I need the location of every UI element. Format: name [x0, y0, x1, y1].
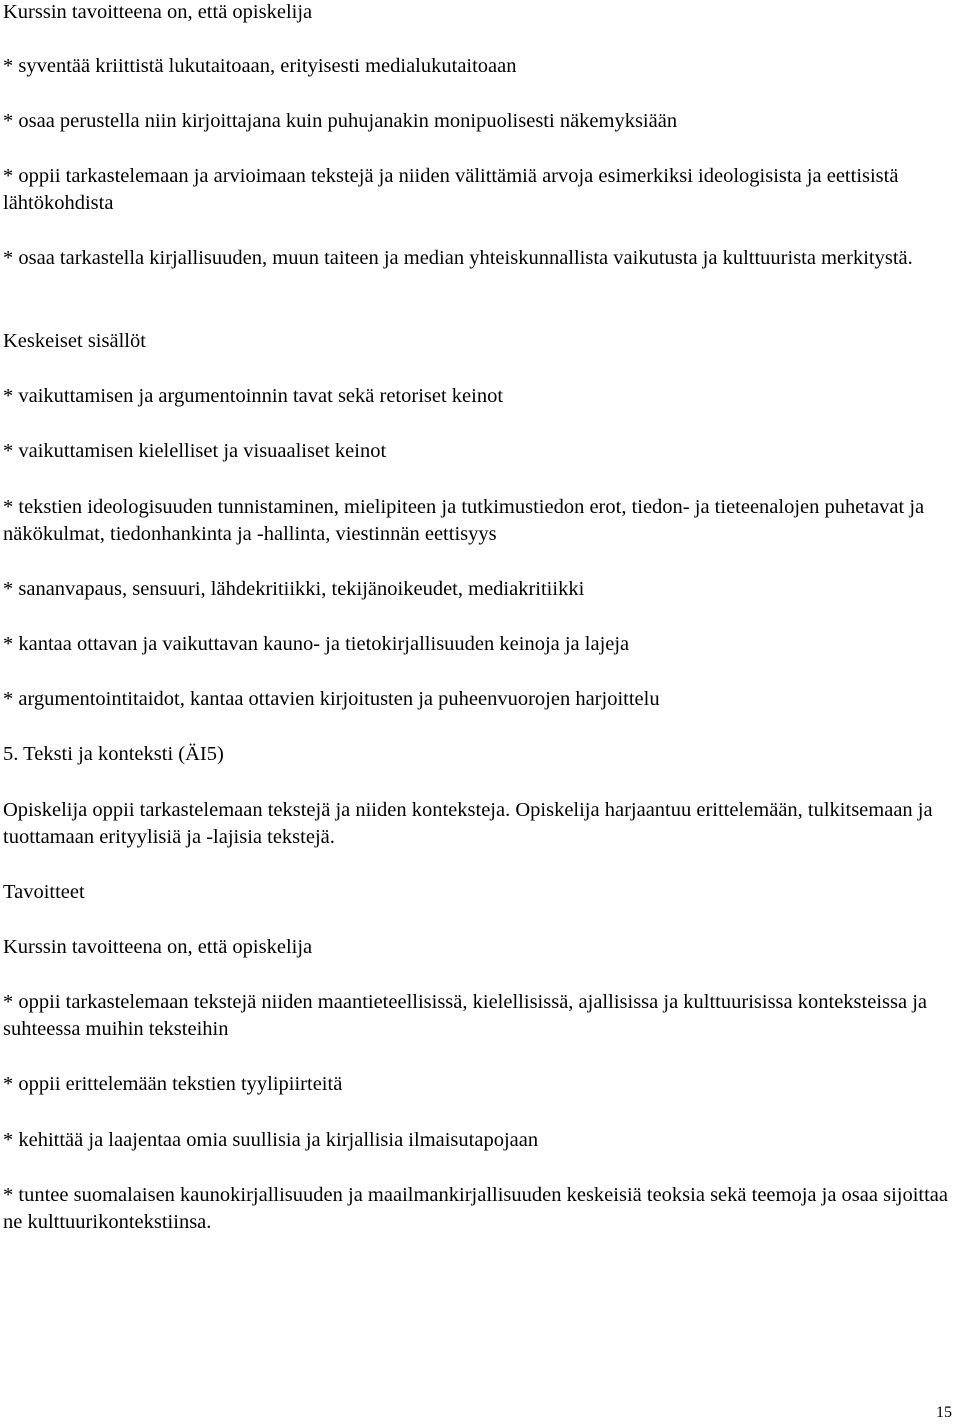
course-title: 5. Teksti ja konteksti (ÄI5) — [3, 743, 224, 765]
course-goal-intro: Kurssin tavoitteena on, että opiskelija — [3, 936, 313, 958]
goal-item: * kehittää ja laajentaa omia suullisia ja kirjallisia ilmaisutapojaan — [3, 1129, 539, 1151]
content-item: * kantaa ottavan ja vaikuttavan kauno- ja tietokirjallisuuden keinoja ja lajeja — [3, 633, 630, 655]
content-item: * sananvapaus, sensuuri, lähdekritiikki, tekijänoikeudet, mediakritiikki — [3, 578, 585, 600]
page-number: 15 — [936, 1404, 952, 1421]
course-description: Opiskelija oppii tarkastelemaan tekstejä ja niiden konteksteja. Opiskelija harjaantuu erittelemään, tulkitsemaan ja tuottamaan erityylisiä ja -lajisia tekstejä. — [3, 799, 933, 848]
course-goal-intro: Kurssin tavoitteena on, että opiskelija — [3, 1, 313, 23]
content-item: * argumentointitaidot, kantaa ottavien kirjoitusten ja puheenvuorojen harjoittelu — [3, 688, 660, 710]
content-item: * vaikuttamisen kielelliset ja visuaaliset keinot — [3, 440, 387, 462]
goal-item: * oppii tarkastelemaan ja arvioimaan tekstejä ja niiden välittämiä arvoja esimerkiksi ideologisista ja eettisistä lähtökohdista — [3, 165, 899, 214]
section-heading-goals: Tavoitteet — [3, 881, 85, 903]
goal-item: * syventää kriittistä lukutaitoaan, erityisesti medialukutaitoaan — [3, 55, 517, 77]
content-item: * tekstien ideologisuuden tunnistaminen, mielipiteen ja tutkimustiedon erot, tiedon- ja tieteenalojen puhetavat ja näkökulmat, tiedonhankinta ja -hallinta, viestinnän eettisyys — [3, 496, 925, 545]
goal-item: * oppii tarkastelemaan tekstejä niiden maantieteellisissä, kielellisissä, ajallisissa ja kulttuurisissa konteksteissa ja suhteessa muihin teksteihin — [3, 991, 927, 1040]
goal-item: * tuntee suomalaisen kaunokirjallisuuden ja maailmankirjallisuuden keskeisiä teoksia sekä teemoja ja osaa sijoittaa ne kulttuurikontekstiinsa. — [3, 1184, 949, 1233]
goal-item: * oppii erittelemään tekstien tyylipiirteitä — [3, 1073, 343, 1095]
goal-item: * osaa tarkastella kirjallisuuden, muun taiteen ja median yhteiskunnallista vaikutusta ja kulttuurista merkitystä. — [3, 247, 913, 269]
section-heading-contents: Keskeiset sisällöt — [3, 330, 146, 352]
goal-item: * osaa perustella niin kirjoittajana kuin puhujanakin monipuolisesti näkemyksiään — [3, 110, 678, 132]
content-item: * vaikuttamisen ja argumentoinnin tavat sekä retoriset keinot — [3, 385, 504, 407]
